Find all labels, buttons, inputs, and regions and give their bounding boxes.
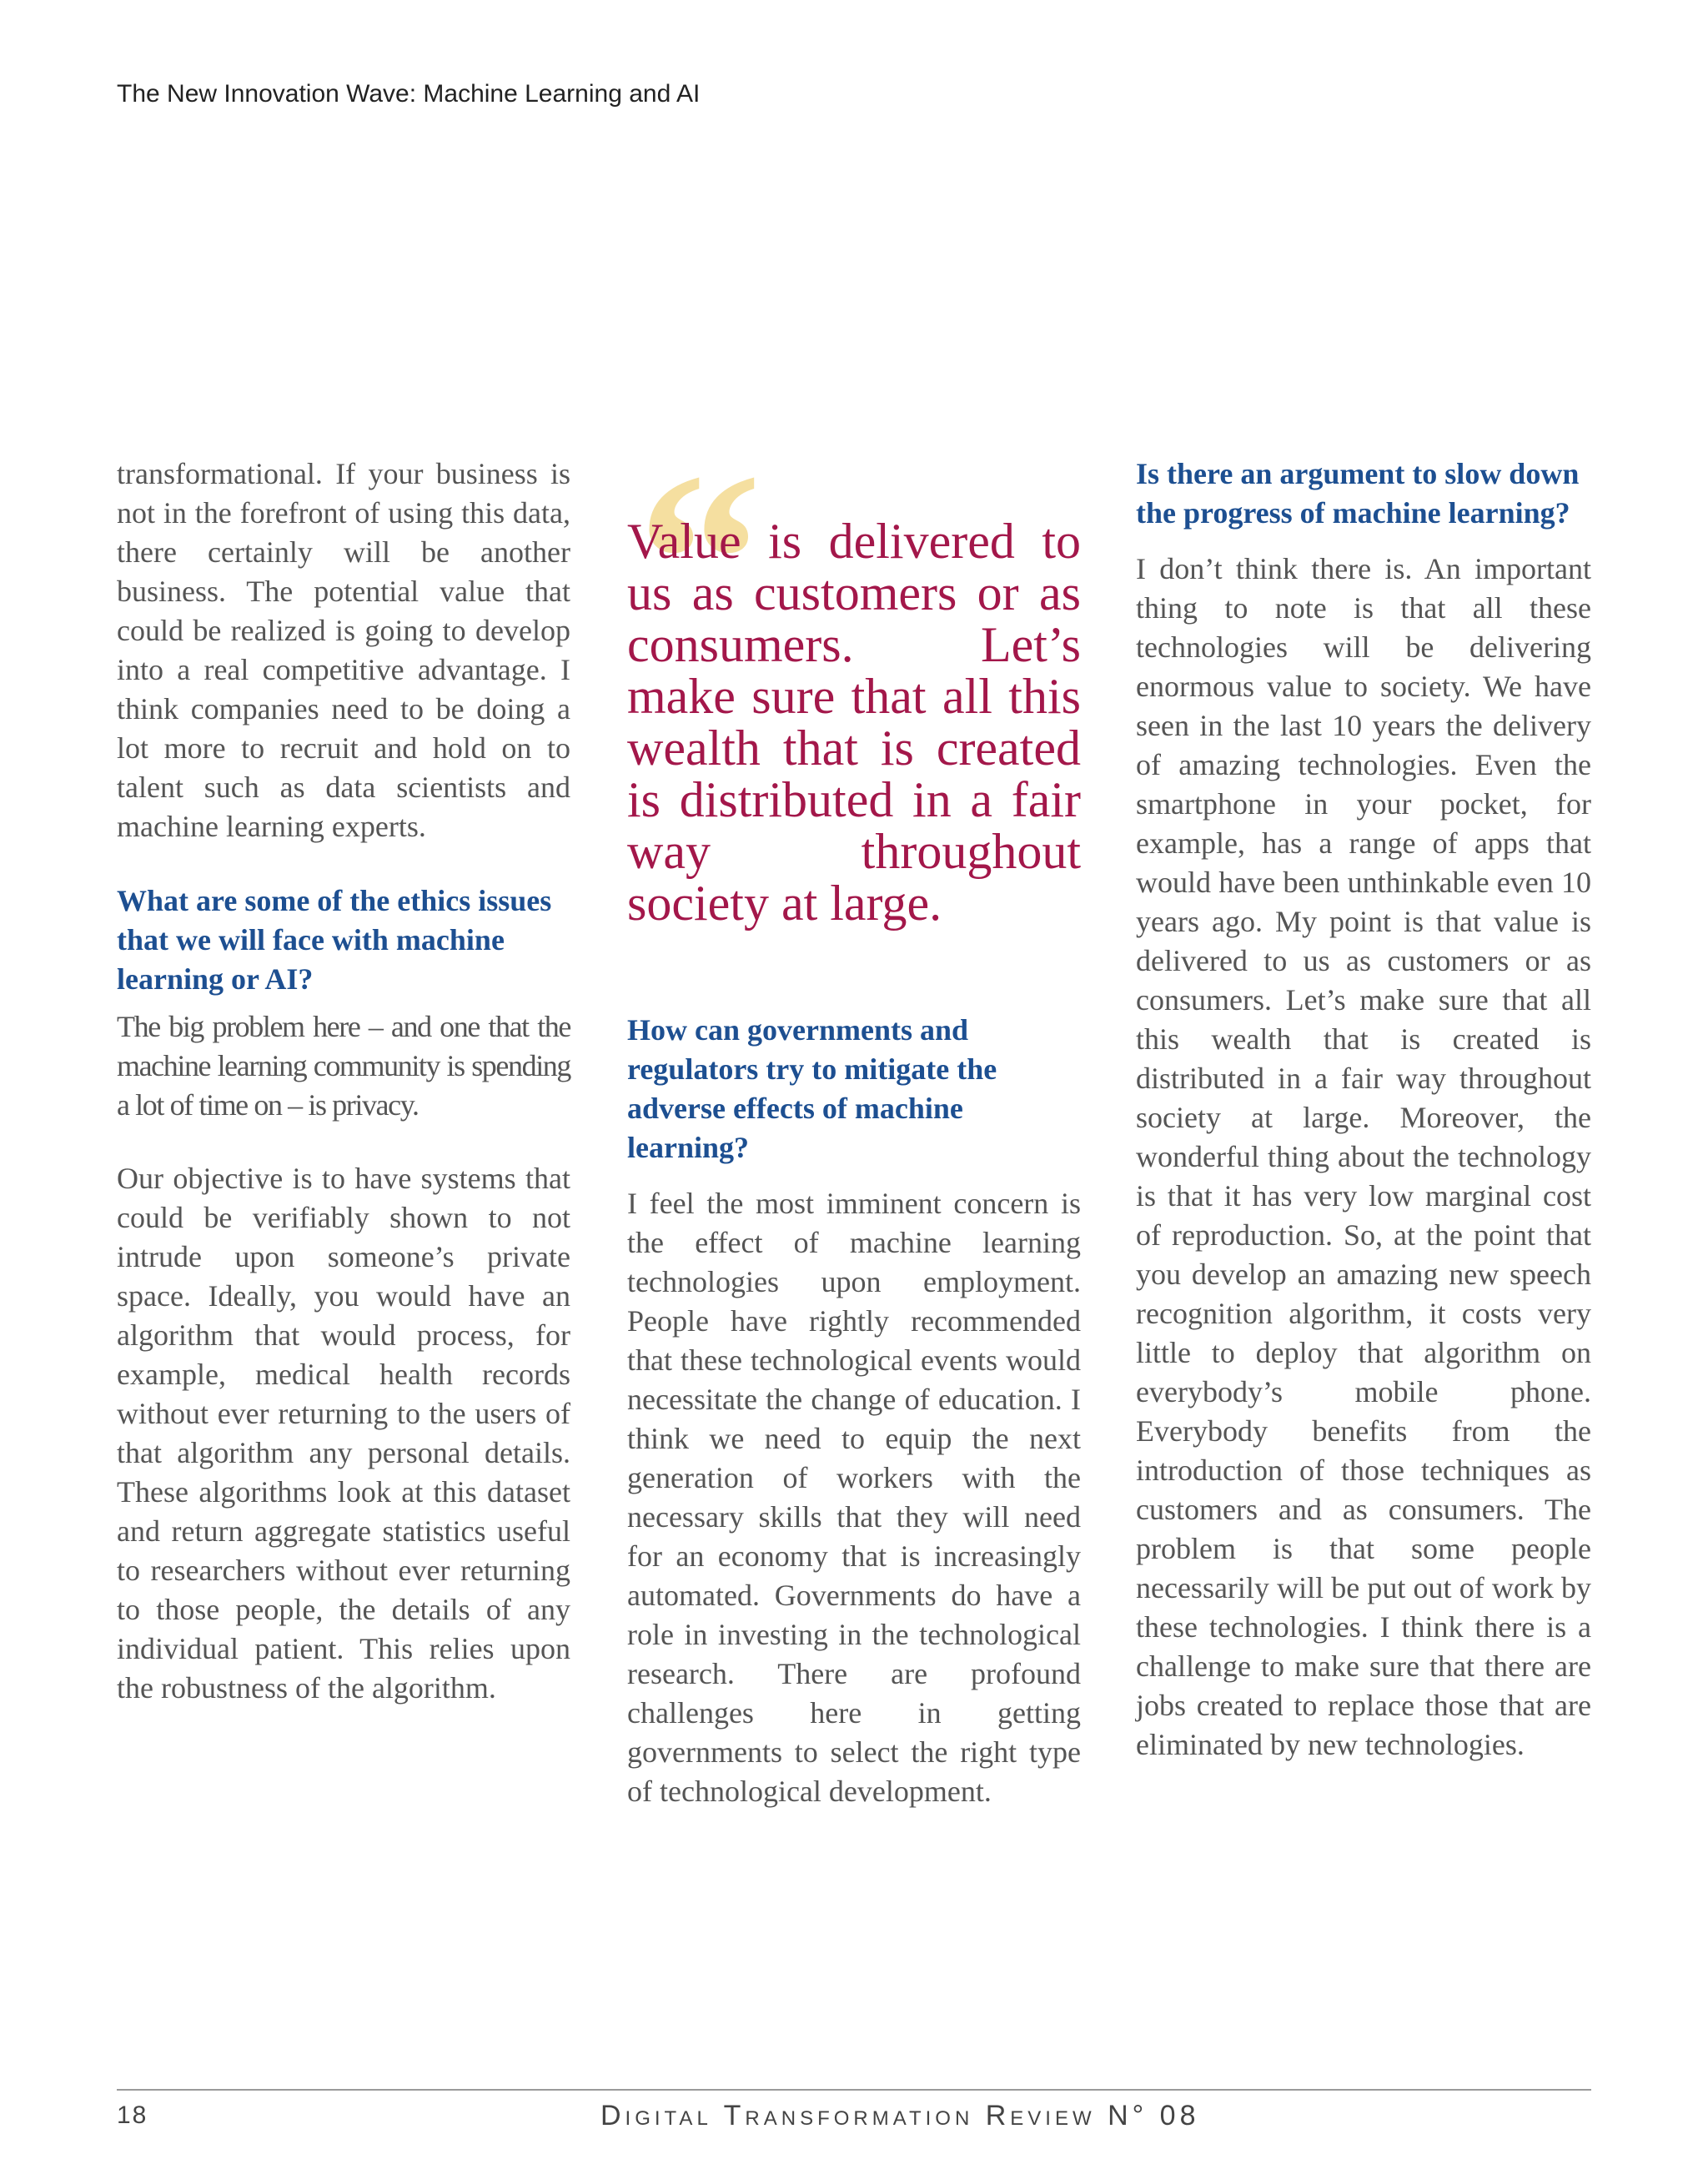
- quotation-mark-icon: “: [637, 421, 762, 698]
- question-heading: How can governments and regulators try to mitigate the adverse effects of machine learning?: [627, 1013, 997, 1164]
- column-left: [117, 454, 570, 1708]
- question-heading: What are some of the ethics issues that we will face with machine learning or AI?: [117, 884, 552, 996]
- question-heading: Is there an argument to slow down the progress of machine learning?: [1136, 457, 1580, 530]
- body-paragraph: The big problem here – and one that the machine learning community is spending a lot of time on – is privacy.: [117, 1010, 570, 1122]
- pull-quote-block: [627, 421, 1081, 931]
- page-number: 18: [117, 2101, 148, 2129]
- column-middle: [627, 421, 1081, 1811]
- pull-quote: Value is delivered to us as customers or as consumers. Let’s make sure that all this wealth that is created is distributed in a fair way throughout society at large.: [627, 514, 1081, 931]
- column-right: [1136, 454, 1591, 1765]
- running-header-title: The New Innovation Wave: Machine Learning and AI: [117, 80, 701, 108]
- body-paragraph: I don’t think there is. An important thing to note is that all these technologies will be delivering enormous value to society. We have seen in the last 10 years the delivery of amazing technologies. Even the smartphone in your pocket, for example, has a range of apps that would have been unthinkable even 10 years ago. My point is that value is delivered to us as customers or as consumers. Let’s make sure that all this wealth that is created is distributed in a fair way throughout society at large. Moreover, the wonderful thing about the technology is that it has very low marginal cost of reproduction. So, at the point that you develop an amazing new speech recognition algorithm, it costs very little to deploy that algorithm on everybody’s mobile phone. Everybody benefits from the introduction of those techniques as customers and as consumers. The problem is that some people necessarily will be put out of work by these technologies. I think there is a challenge to make sure that there are jobs created to replace those that are eliminated by new technologies.: [1136, 552, 1591, 1761]
- body-paragraph: Our objective is to have systems that could be verifiably shown to not intrude upon someone’s private space. Ideally, you would have an algorithm that would process, for example, medical health records without ever returning to the users of that algorithm any personal details. These algorithms look at this dataset and return aggregate statistics useful to researchers without ever returning to those people, the details of any individual patient. This relies upon the robustness of the algorithm.: [117, 1162, 570, 1705]
- body-paragraph: I feel the most imminent concern is the effect of machine learning technologies upon employment. People have rightly recommended that these technological events would necessitate the change of education. I think we need to equip the next generation of workers with the necessary skills that they will need for an economy that is increasingly automated. Governments do have a role in investing in the technological research. There are profound challenges here in getting governments to select the right type of technological development.: [627, 1187, 1081, 1808]
- body-paragraph: transformational. If your business is not in the forefront of using this data, there certainly will be another business. The potential value that could be realized is going to develop into a real competitive advantage. I think companies need to be doing a lot more to recruit and hold on to talent such as data scientists and machine learning experts.: [117, 457, 570, 843]
- footer-divider: [117, 2089, 1591, 2091]
- journal-title: Digital Transformation Review N° 08: [600, 2100, 1200, 2131]
